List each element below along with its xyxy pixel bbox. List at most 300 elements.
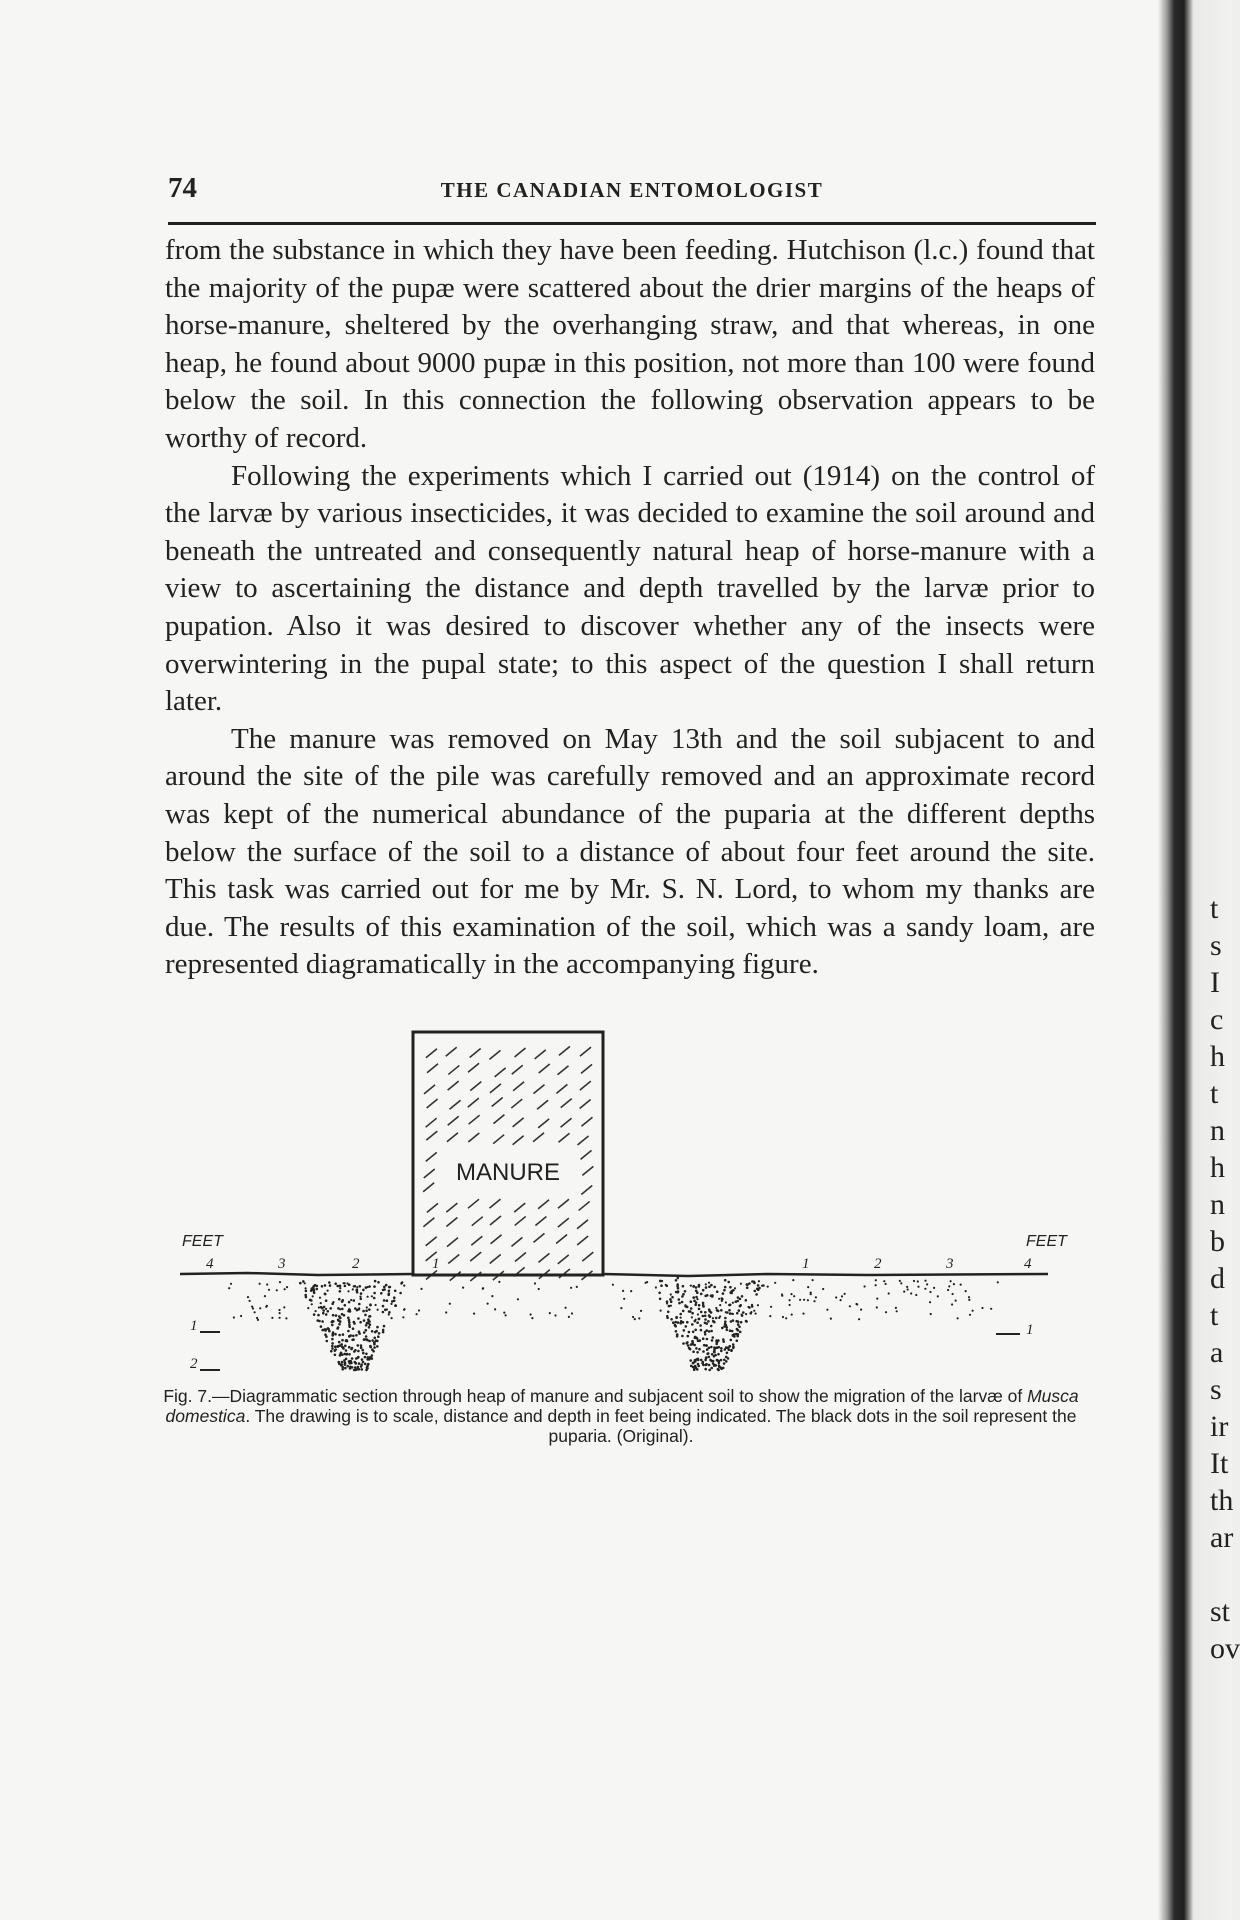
puparium-dot xyxy=(568,1316,570,1318)
hatch-stroke xyxy=(581,1150,592,1159)
puparium-dot xyxy=(371,1330,374,1333)
puparium-dot xyxy=(724,1279,727,1282)
hatch-stroke xyxy=(582,1166,593,1175)
puparium-dot xyxy=(325,1299,328,1302)
puparium-dot xyxy=(720,1350,723,1353)
puparium-dot xyxy=(321,1329,324,1332)
puparium-dot xyxy=(864,1285,866,1287)
puparium-dot xyxy=(345,1358,348,1361)
puparium-dot xyxy=(251,1306,253,1308)
puparium-dot xyxy=(706,1338,709,1341)
puparium-dot xyxy=(670,1300,673,1303)
puparium-dot xyxy=(316,1319,319,1322)
puparium-dot xyxy=(350,1360,353,1363)
puparium-dot xyxy=(311,1303,313,1305)
puparium-dot xyxy=(722,1340,725,1343)
puparium-dot xyxy=(757,1304,759,1306)
manure-heap xyxy=(413,1032,603,1275)
hatch-stroke xyxy=(427,1203,438,1212)
puparium-dot xyxy=(352,1327,355,1330)
hatch-stroke xyxy=(559,1133,570,1142)
adjacent-fragment: s xyxy=(1210,1373,1222,1406)
puparium-dot xyxy=(907,1288,909,1290)
puparium-dot xyxy=(960,1284,962,1286)
puparium-dot xyxy=(338,1323,341,1326)
puparium-dot xyxy=(917,1280,919,1282)
puparium-dot xyxy=(357,1350,360,1353)
puparium-dot xyxy=(767,1286,769,1288)
puparium-dot xyxy=(705,1363,708,1366)
puparium-dot xyxy=(724,1320,727,1323)
puparium-dot xyxy=(702,1302,705,1305)
puparium-dot xyxy=(667,1311,670,1314)
puparium-dot xyxy=(329,1307,332,1310)
puparium-dot xyxy=(305,1287,307,1289)
puparium-dot xyxy=(339,1285,342,1288)
puparium-dot xyxy=(716,1341,719,1344)
puparium-dot xyxy=(952,1293,954,1295)
hatch-stroke xyxy=(578,1136,589,1145)
puparium-dot xyxy=(691,1323,694,1326)
soil-section-diagram xyxy=(168,1030,1096,1370)
hatch-stroke xyxy=(471,1236,482,1245)
puparium-dot xyxy=(736,1339,739,1342)
hatch-stroke xyxy=(537,1100,548,1109)
puparium-dot xyxy=(383,1286,386,1289)
puparium-dot xyxy=(725,1356,728,1359)
soil-surface xyxy=(180,1273,1048,1276)
puparium-dot xyxy=(695,1286,698,1289)
puparium-dot xyxy=(739,1331,742,1334)
puparium-dot xyxy=(716,1309,719,1312)
puparium-dot xyxy=(696,1351,699,1354)
puparium-dot xyxy=(341,1361,344,1364)
puparium-dot xyxy=(704,1333,707,1336)
puparium-dot xyxy=(482,1287,484,1289)
puparium-dot xyxy=(678,1302,681,1305)
tick-left-2: 2 xyxy=(352,1256,360,1272)
hatch-stroke xyxy=(424,1085,435,1094)
puparium-dot xyxy=(538,1288,540,1290)
puparium-dot xyxy=(746,1286,749,1289)
puparium-dot xyxy=(769,1315,771,1317)
puparium-dot xyxy=(899,1280,901,1282)
puparium-dot xyxy=(692,1296,695,1299)
adjacent-fragment: t xyxy=(1210,1299,1219,1332)
puparium-dot xyxy=(338,1341,341,1344)
adjacent-fragment: d xyxy=(1210,1262,1225,1295)
puparium-dot xyxy=(388,1292,391,1295)
puparium-dot xyxy=(737,1323,740,1326)
puparium-dot xyxy=(322,1312,325,1315)
puparium-dot xyxy=(700,1359,703,1362)
tick-right-1: 1 xyxy=(802,1256,810,1272)
hatch-stroke xyxy=(489,1199,500,1208)
puparium-dot xyxy=(391,1300,394,1303)
puparium-dot xyxy=(953,1283,955,1285)
puparium-dot xyxy=(792,1279,794,1281)
puparium-dot xyxy=(745,1299,748,1302)
hatch-stroke xyxy=(556,1084,567,1093)
puparium-dot xyxy=(342,1333,345,1336)
hatch-stroke xyxy=(495,1068,506,1077)
puparium-dot xyxy=(699,1339,702,1342)
puparium-dot xyxy=(711,1339,714,1342)
puparium-dot xyxy=(885,1311,887,1313)
puparium-dot xyxy=(785,1317,787,1319)
puparium-dot xyxy=(331,1302,334,1305)
adjacent-fragment: t xyxy=(1210,1077,1219,1110)
puparium-dot xyxy=(393,1296,396,1299)
puparium-dot xyxy=(400,1282,403,1285)
puparium-dot xyxy=(755,1313,757,1315)
puparium-dot xyxy=(368,1340,371,1343)
puparium-dot xyxy=(365,1309,368,1312)
puparium-dot xyxy=(367,1296,369,1298)
puparium-dot xyxy=(364,1356,367,1359)
tick-right-2: 2 xyxy=(874,1256,882,1272)
puparium-dot xyxy=(910,1292,912,1294)
puparium-dot xyxy=(623,1298,625,1300)
puparium-dot xyxy=(331,1338,334,1341)
puparium-dot xyxy=(418,1309,420,1311)
puparium-dot xyxy=(367,1319,370,1322)
puparium-dot xyxy=(315,1310,317,1312)
puparium-dot xyxy=(360,1363,363,1366)
puparium-dot xyxy=(259,1283,261,1285)
hatch-stroke xyxy=(513,1082,524,1091)
hatch-stroke xyxy=(448,1065,459,1074)
header-rule xyxy=(168,222,1096,225)
puparium-dot xyxy=(377,1335,380,1338)
puparium-dot xyxy=(341,1308,344,1311)
puparium-dot xyxy=(312,1295,314,1297)
puparium-dot xyxy=(399,1292,402,1295)
puparium-dot xyxy=(257,1319,259,1321)
puparium-dot xyxy=(368,1308,371,1311)
caption-species: Musca domestica xyxy=(165,1386,1079,1426)
puparium-dot xyxy=(347,1290,349,1292)
puparium-dot xyxy=(348,1321,351,1324)
puparium-dot xyxy=(756,1288,759,1291)
puparium-dot xyxy=(670,1293,672,1295)
puparium-dot xyxy=(377,1281,380,1284)
puparium-dot xyxy=(353,1321,356,1324)
paragraph-2: Following the experiments which I carried out (1914) on the control of the larvæ by various insecticides, it was decided to examine the soil around and beneath the untreated and consequently natural heap of horse-manure with a view to ascertaining the distance and depth travelled by the larvæ prior to pupation. Also it was desired to discover whether any of the insects were overwintering in the pupal state; to this aspect of the question I shall return later. xyxy=(165,459,1095,718)
adjacent-fragment: a xyxy=(1210,1336,1224,1369)
puparium-dot xyxy=(762,1284,765,1287)
puparium-dot xyxy=(388,1313,390,1315)
puparium-dot xyxy=(690,1365,693,1368)
puparium-dot xyxy=(316,1288,319,1291)
puparium-dot xyxy=(674,1324,677,1327)
puparium-dot xyxy=(726,1352,729,1355)
puparium-dot xyxy=(695,1358,698,1361)
hatch-stroke xyxy=(511,1099,522,1108)
puparia-dots xyxy=(228,1277,999,1372)
puparium-dot xyxy=(339,1287,341,1289)
puparium-dot xyxy=(702,1315,705,1318)
puparium-dot xyxy=(705,1356,708,1359)
puparium-dot xyxy=(710,1367,713,1370)
puparium-dot xyxy=(364,1363,367,1366)
puparium-dot xyxy=(721,1297,724,1300)
puparium-dot xyxy=(707,1320,710,1323)
puparium-dot xyxy=(371,1339,374,1342)
puparium-dot xyxy=(549,1312,551,1314)
puparium-dot xyxy=(503,1312,505,1314)
puparium-dot xyxy=(668,1305,671,1308)
puparium-dot xyxy=(310,1289,313,1292)
puparium-dot xyxy=(341,1339,344,1342)
puparium-dot xyxy=(717,1359,720,1362)
puparium-dot xyxy=(725,1324,728,1327)
puparium-dot xyxy=(383,1288,386,1291)
puparium-dot xyxy=(354,1285,357,1288)
puparium-dot xyxy=(681,1301,684,1304)
hatch-stroke xyxy=(424,1169,435,1178)
puparium-dot xyxy=(781,1295,783,1297)
puparium-dot xyxy=(688,1331,691,1334)
puparium-dot xyxy=(716,1290,719,1293)
hatch-stroke xyxy=(426,1152,437,1161)
hatch-stroke xyxy=(492,1097,503,1106)
puparium-dot xyxy=(335,1314,338,1317)
puparium-dot xyxy=(680,1317,682,1319)
adjacent-fragment: st xyxy=(1210,1595,1231,1628)
puparium-dot xyxy=(373,1337,376,1340)
puparium-dot xyxy=(706,1353,709,1356)
puparium-dot xyxy=(684,1290,687,1293)
puparium-dot xyxy=(896,1310,898,1312)
puparium-dot xyxy=(858,1318,860,1320)
puparium-dot xyxy=(704,1359,707,1362)
puparium-dot xyxy=(742,1311,745,1314)
puparium-dot xyxy=(682,1310,685,1313)
puparium-dot xyxy=(354,1349,357,1352)
puparium-dot xyxy=(719,1315,721,1317)
puparium-dot xyxy=(885,1283,887,1285)
puparium-dot xyxy=(328,1281,331,1284)
puparium-dot xyxy=(718,1364,721,1367)
puparium-dot xyxy=(331,1324,334,1327)
puparium-dot xyxy=(342,1346,345,1349)
hatch-stroke xyxy=(580,1099,591,1108)
adjacent-fragment: c xyxy=(1210,1003,1224,1036)
body-text xyxy=(165,232,1095,984)
puparium-dot xyxy=(386,1299,389,1302)
puparium-dot xyxy=(715,1307,717,1309)
puparium-dot xyxy=(698,1304,701,1307)
puparium-dot xyxy=(876,1298,878,1300)
puparium-dot xyxy=(348,1353,351,1356)
puparium-dot xyxy=(679,1313,682,1316)
puparium-dot xyxy=(948,1285,950,1287)
puparium-dot xyxy=(403,1309,405,1311)
puparium-dot xyxy=(670,1318,673,1321)
puparium-dot xyxy=(705,1286,708,1289)
puparium-dot xyxy=(713,1346,716,1349)
puparium-dot xyxy=(571,1312,573,1314)
puparium-dot xyxy=(366,1322,369,1325)
puparium-dot xyxy=(681,1335,684,1338)
hatch-stroke xyxy=(489,1050,500,1059)
puparium-dot xyxy=(394,1304,397,1307)
paragraph-1: from the substance in which they have been feeding. Hutchison (l.c.) found that the majority of the pupæ were scattered about the drier margins of the heaps of horse-manure, sheltered by the overhanging straw, and that whereas, in one heap, he found about 9000 pupæ in this position, not more than 100 were found below the soil. In this connection the following observation appears to be worthy of record. xyxy=(165,234,1095,454)
puparium-dot xyxy=(721,1327,724,1330)
puparium-dot xyxy=(693,1285,696,1288)
puparium-dot xyxy=(259,1307,261,1309)
puparium-dot xyxy=(266,1283,268,1285)
hatch-stroke xyxy=(447,1238,458,1247)
puparium-dot xyxy=(368,1315,371,1318)
puparium-dot xyxy=(365,1329,368,1332)
puparium-dot xyxy=(265,1306,267,1308)
puparium-dot xyxy=(666,1317,669,1320)
caption-part-2: . The drawing is to scale, distance and depth in feet being indicated. The black dots in the soil represent the puparia. (Original). xyxy=(245,1406,1077,1446)
puparium-dot xyxy=(344,1282,346,1284)
puparium-dot xyxy=(360,1344,363,1347)
hatch-stroke xyxy=(581,1064,592,1073)
puparium-dot xyxy=(630,1290,632,1292)
puparium-dot xyxy=(841,1295,843,1297)
puparium-dot xyxy=(299,1282,302,1285)
puparium-dot xyxy=(802,1313,804,1315)
hatch-stroke xyxy=(558,1218,569,1227)
adjacent-fragment: b xyxy=(1210,1225,1225,1258)
puparium-dot xyxy=(334,1282,337,1285)
hatch-stroke xyxy=(581,1117,592,1126)
puparium-dot xyxy=(737,1296,740,1299)
puparium-dot xyxy=(321,1320,324,1323)
puparium-dot xyxy=(449,1303,451,1305)
puparium-dot xyxy=(702,1350,705,1353)
puparium-dot xyxy=(696,1337,699,1340)
puparium-dot xyxy=(701,1362,704,1365)
puparium-dot xyxy=(383,1325,386,1328)
adjacent-fragment: I xyxy=(1210,966,1220,999)
puparium-dot xyxy=(666,1300,669,1303)
puparium-dot xyxy=(369,1303,372,1306)
puparium-dot xyxy=(659,1298,662,1301)
tick-left-3: 3 xyxy=(278,1256,286,1272)
puparium-dot xyxy=(339,1317,342,1320)
puparium-dot xyxy=(350,1299,352,1301)
puparium-dot xyxy=(505,1314,507,1316)
hatch-stroke xyxy=(490,1254,501,1263)
puparium-dot xyxy=(924,1288,926,1290)
puparium-dot xyxy=(382,1331,385,1334)
puparium-dot xyxy=(745,1313,747,1315)
tick-left-1: 1 xyxy=(432,1256,440,1272)
hatch-stroke xyxy=(426,1118,437,1127)
adjacent-fragment: h xyxy=(1210,1151,1225,1184)
tick-left-4: 4 xyxy=(206,1256,214,1272)
puparium-dot xyxy=(385,1284,388,1287)
puparium-dot xyxy=(348,1319,351,1322)
puparium-dot xyxy=(669,1298,672,1301)
puparium-dot xyxy=(612,1284,614,1286)
hatch-stroke xyxy=(533,1233,544,1242)
puparium-dot xyxy=(338,1363,341,1366)
puparium-dot xyxy=(284,1288,286,1290)
puparium-dot xyxy=(686,1321,689,1324)
puparium-dot xyxy=(348,1325,351,1328)
hatch-stroke xyxy=(538,1200,549,1209)
puparium-dot xyxy=(711,1353,714,1356)
hatch-stroke xyxy=(470,1049,481,1058)
puparium-dot xyxy=(394,1290,397,1293)
puparium-dot xyxy=(997,1281,999,1283)
puparium-dot xyxy=(915,1294,917,1296)
puparium-dot xyxy=(753,1310,755,1312)
puparium-dot xyxy=(376,1345,379,1348)
puparium-dot xyxy=(704,1318,707,1321)
puparium-dot xyxy=(494,1308,496,1310)
puparium-dot xyxy=(344,1353,347,1356)
puparium-dot xyxy=(347,1330,350,1333)
puparium-dot xyxy=(748,1282,751,1285)
hatch-stroke xyxy=(469,1115,480,1124)
hatch-stroke xyxy=(559,1269,570,1278)
puparium-dot xyxy=(736,1312,739,1315)
puparium-dot xyxy=(826,1309,828,1311)
puparium-dot xyxy=(554,1314,556,1316)
puparium-dot xyxy=(337,1326,340,1329)
puparium-dot xyxy=(368,1285,371,1288)
puparium-dot xyxy=(705,1329,708,1332)
puparium-dot xyxy=(682,1285,685,1288)
puparium-dot xyxy=(727,1281,730,1284)
puparium-dot xyxy=(350,1348,353,1351)
puparium-dot xyxy=(638,1317,640,1319)
paragraph-3: The manure was removed on May 13th and the soil subjacent to and around the site of the pile was carefully removed and an approximate record was kept of the numerical abundance of the puparia at the different depths below the surface of the soil to a distance of about four feet around the site. This task was carried out for me by Mr. S. N. Lord, to whom my thanks are due. The results of this examination of the soil, which was a sandy loam, are represented diagramatically in the accompanying figure. xyxy=(165,722,1095,981)
puparium-dot xyxy=(684,1304,687,1307)
puparium-dot xyxy=(319,1297,321,1299)
puparium-dot xyxy=(347,1317,350,1320)
puparium-dot xyxy=(695,1301,698,1304)
hatch-stroke xyxy=(423,1183,434,1192)
puparium-dot xyxy=(373,1292,376,1295)
hatch-stroke xyxy=(513,1118,524,1127)
puparium-dot xyxy=(758,1280,760,1282)
feet-label-right: FEET xyxy=(1026,1233,1067,1250)
puparium-dot xyxy=(791,1314,793,1316)
puparium-dot xyxy=(346,1365,349,1368)
puparium-dot xyxy=(856,1303,858,1305)
hatch-stroke xyxy=(427,1099,438,1108)
puparium-dot xyxy=(353,1299,356,1302)
puparium-dot xyxy=(368,1358,371,1361)
puparium-dot xyxy=(679,1322,682,1325)
puparium-dot xyxy=(704,1311,707,1314)
puparium-dot xyxy=(754,1290,757,1293)
puparium-dot xyxy=(321,1307,324,1310)
puparium-dot xyxy=(346,1340,349,1343)
adjacent-fragment: n xyxy=(1210,1188,1225,1221)
hatch-stroke xyxy=(558,1066,569,1075)
puparium-dot xyxy=(302,1280,305,1283)
puparium-dot xyxy=(815,1296,817,1298)
puparium-dot xyxy=(233,1316,235,1318)
adjacent-fragment xyxy=(1210,1556,1232,1593)
puparium-dot xyxy=(718,1298,720,1300)
puparium-dot xyxy=(357,1344,360,1347)
puparium-dot xyxy=(356,1286,358,1288)
hatch-stroke xyxy=(468,1199,479,1208)
puparium-dot xyxy=(337,1307,340,1310)
hatch-stroke xyxy=(427,1064,438,1073)
